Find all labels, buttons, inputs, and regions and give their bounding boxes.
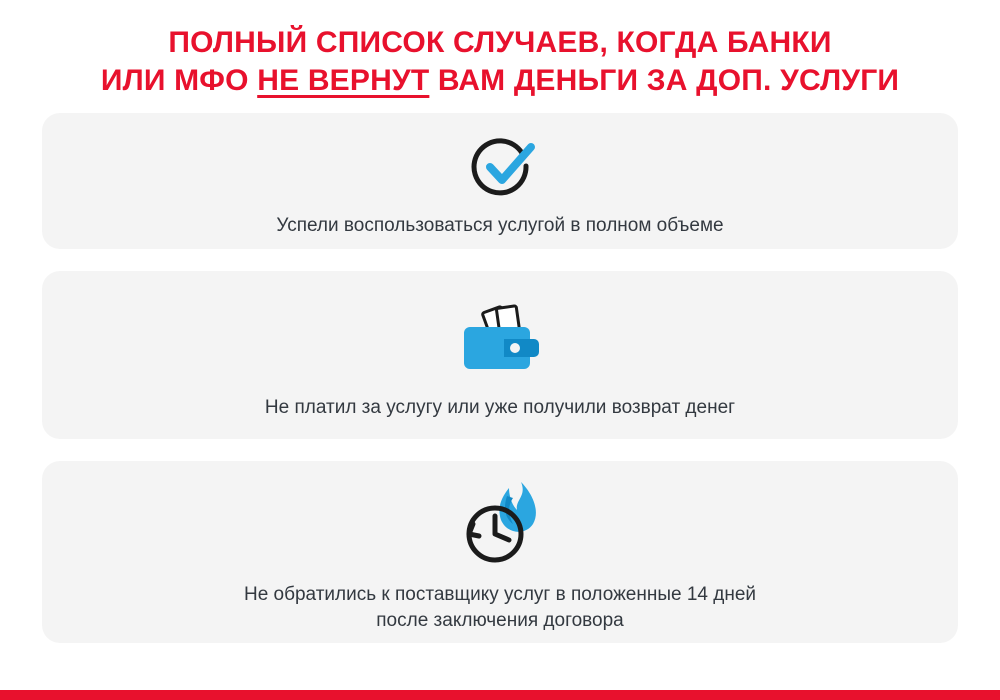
list-item-label-line-1: Не обратились к поставщику услуг в положенные 14 дней (243, 583, 757, 605)
title-line-1: ПОЛНЫЙ СПИСОК СЛУЧАЕВ, КОГДА БАНКИ (168, 26, 832, 59)
title-emphasis: НЕ ВЕРНУТ (257, 63, 430, 97)
title-line-2-before: ИЛИ МФО (100, 63, 258, 97)
list-item-label (224, 582, 776, 633)
wallet-icon (458, 297, 542, 377)
clock-fire-icon (451, 476, 549, 568)
title-line-2-after: ВАМ ДЕНЬГИ ЗА ДОП. УСЛУГИ (429, 63, 900, 97)
list-item (42, 271, 958, 439)
check-circle-icon (462, 131, 538, 203)
list-item-label: Не платил за услугу или уже получили возврат денег (264, 396, 736, 418)
bottom-accent-bar (0, 690, 1000, 700)
list-item-label: Успели воспользоваться услугой в полном объеме (276, 214, 724, 236)
page-title (0, 26, 1000, 99)
list-item (42, 461, 958, 643)
list-item (42, 113, 958, 249)
list-item-label-line-2: после заключения договора (376, 609, 624, 631)
cards-list (42, 113, 958, 643)
title-line-2 (0, 64, 1000, 99)
